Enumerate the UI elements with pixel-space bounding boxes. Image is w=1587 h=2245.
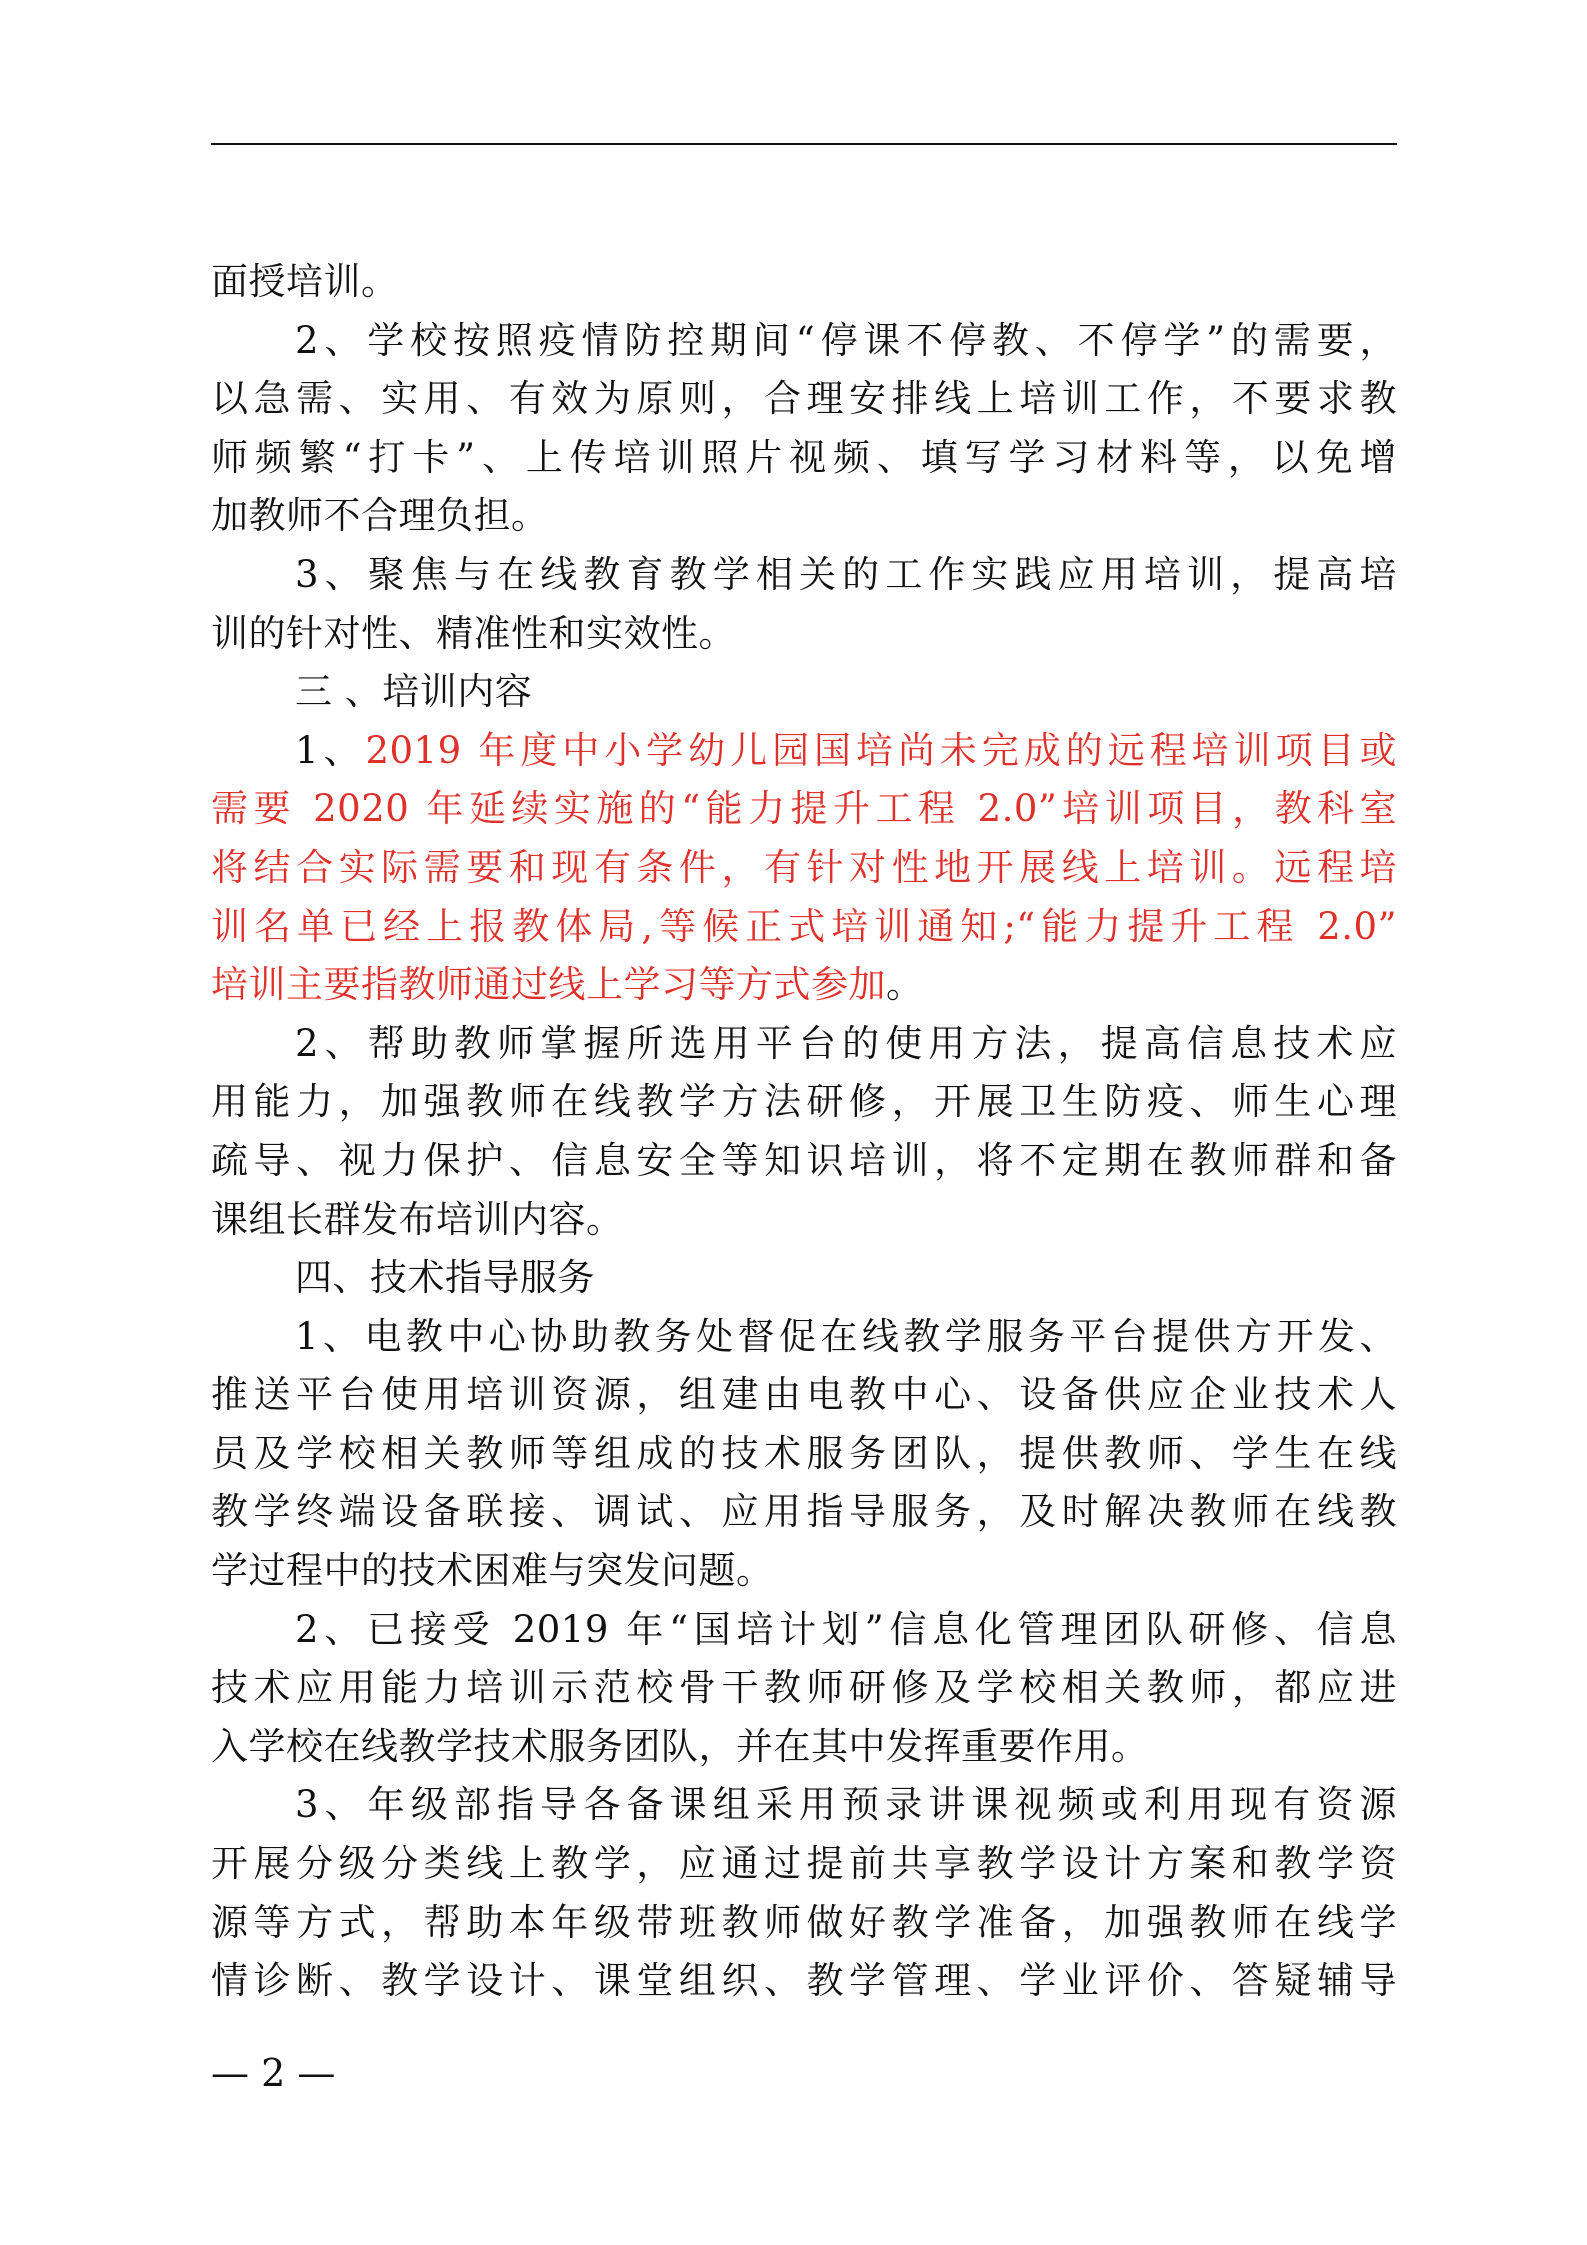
- line-text: 2、帮助教师掌握所选用平台的使用方法，提高信息技术应: [295, 1021, 1397, 1065]
- line-text: 2、学校按照疫情防控期间“停课不停教、不停学”的需要，: [295, 318, 1397, 362]
- paragraph-line: [211, 1191, 1397, 1250]
- line-text: 入学校在线教学技术服务团队，并在其中发挥重要作用。: [211, 1724, 1149, 1768]
- paragraph-line: [211, 1366, 1397, 1425]
- header-rule: [211, 143, 1397, 145]
- paragraph-line: [211, 487, 1397, 546]
- line-text: 2、已接受 2019 年“国培计划”信息化管理团队研修、信息: [295, 1607, 1397, 1651]
- line-text: 推送平台使用培训资源，组建由电教中心、设备供应企业技术人: [211, 1373, 1397, 1417]
- page-number: — 2 —: [211, 2051, 336, 2095]
- highlighted-text: 培训主要指教师通过线上学习等方式参加: [211, 963, 886, 1007]
- paragraph-line: [211, 1425, 1397, 1484]
- line-text: 加教师不合理负担。: [211, 494, 549, 538]
- paragraph-line: [211, 1894, 1397, 1953]
- line-text: 面授培训。: [211, 260, 399, 303]
- line-text: 教学终端设备联接、调试、应用指导服务，及时解决教师在线教: [211, 1490, 1397, 1534]
- section-heading: [211, 663, 1397, 722]
- line-text: 情诊断、教学设计、课堂组织、教学管理、学业评价、答疑辅导: [211, 1959, 1397, 2003]
- paragraph-line: [211, 1542, 1397, 1601]
- line-text: 师频繁“打卡”、上传培训照片视频、填写学习材料等，以免增: [211, 435, 1397, 479]
- paragraph-line: [211, 1073, 1397, 1132]
- line-text: 学过程中的技术困难与突发问题。: [211, 1549, 774, 1593]
- paragraph-line: [211, 722, 1397, 781]
- line-text: 3、年级部指导各备课组采用预录讲课视频或利用现有资源: [295, 1783, 1397, 1827]
- paragraph-line: [211, 1718, 1397, 1777]
- paragraph-line: [211, 546, 1397, 605]
- paragraph-line: [211, 898, 1397, 957]
- document-body: [211, 253, 1397, 2011]
- paragraph-line: [211, 1952, 1397, 2011]
- item-number: 1、: [295, 728, 366, 772]
- paragraph-line: [211, 1659, 1397, 1718]
- line-text: 训的针对性、精准性和实效性。: [211, 611, 736, 655]
- paragraph-line: [211, 605, 1397, 664]
- paragraph-line: [211, 1601, 1397, 1660]
- line-text: 课组长群发布培训内容。: [211, 1197, 624, 1241]
- line-text: 疏导、视力保护、信息安全等知识培训，将不定期在教师群和备: [211, 1138, 1397, 1182]
- paragraph-line: [211, 956, 1397, 1015]
- paragraph-line: [211, 1308, 1397, 1367]
- line-punctuation: 。: [886, 963, 924, 1007]
- paragraph-line: [211, 1483, 1397, 1542]
- paragraph-line: [211, 839, 1397, 898]
- highlighted-text: 2019 年度中小学幼儿园国培尚未完成的远程培训项目或: [365, 728, 1397, 772]
- line-text: 源等方式，帮助本年级带班教师做好教学准备，加强教师在线学: [211, 1900, 1397, 1944]
- paragraph-line: [211, 370, 1397, 429]
- line-text: 开展分级分类线上教学，应通过提前共享教学设计方案和教学资: [211, 1842, 1397, 1886]
- line-text: 用能力，加强教师在线教学方法研修，开展卫生防疫、师生心理: [211, 1080, 1397, 1124]
- highlighted-text: 训名单已经上报教体局,等候正式培训通知;“能力提升工程 2.0”: [211, 904, 1397, 948]
- line-text: 技术应用能力培训示范校骨干教师研修及学校相关教师，都应进: [211, 1666, 1397, 1710]
- section-heading: [211, 1249, 1397, 1308]
- paragraph-line: [211, 312, 1397, 371]
- highlighted-text: 需要 2020 年延续实施的“能力提升工程 2.0”培训项目，教科室: [211, 787, 1397, 831]
- paragraph-line: [211, 1776, 1397, 1835]
- line-text: 以急需、实用、有效为原则，合理安排线上培训工作，不要求教: [211, 377, 1397, 421]
- line-text: 四、技术指导服务: [295, 1256, 595, 1300]
- paragraph-line: [211, 429, 1397, 488]
- line-text: 1、电教中心协助教务处督促在线教学服务平台提供方开发、: [295, 1314, 1397, 1358]
- line-text: 三 、培训内容: [295, 670, 533, 714]
- paragraph-line: [211, 253, 1397, 312]
- highlighted-text: 将结合实际需要和现有条件，有针对性地开展线上培训。远程培: [211, 845, 1397, 889]
- paragraph-line: [211, 780, 1397, 839]
- paragraph-line: [211, 1132, 1397, 1191]
- paragraph-line: [211, 1835, 1397, 1894]
- line-text: 3、聚焦与在线教育教学相关的工作实践应用培训，提高培: [295, 552, 1397, 596]
- paragraph-line: [211, 1015, 1397, 1074]
- line-text: 员及学校相关教师等组成的技术服务团队，提供教师、学生在线: [211, 1431, 1397, 1475]
